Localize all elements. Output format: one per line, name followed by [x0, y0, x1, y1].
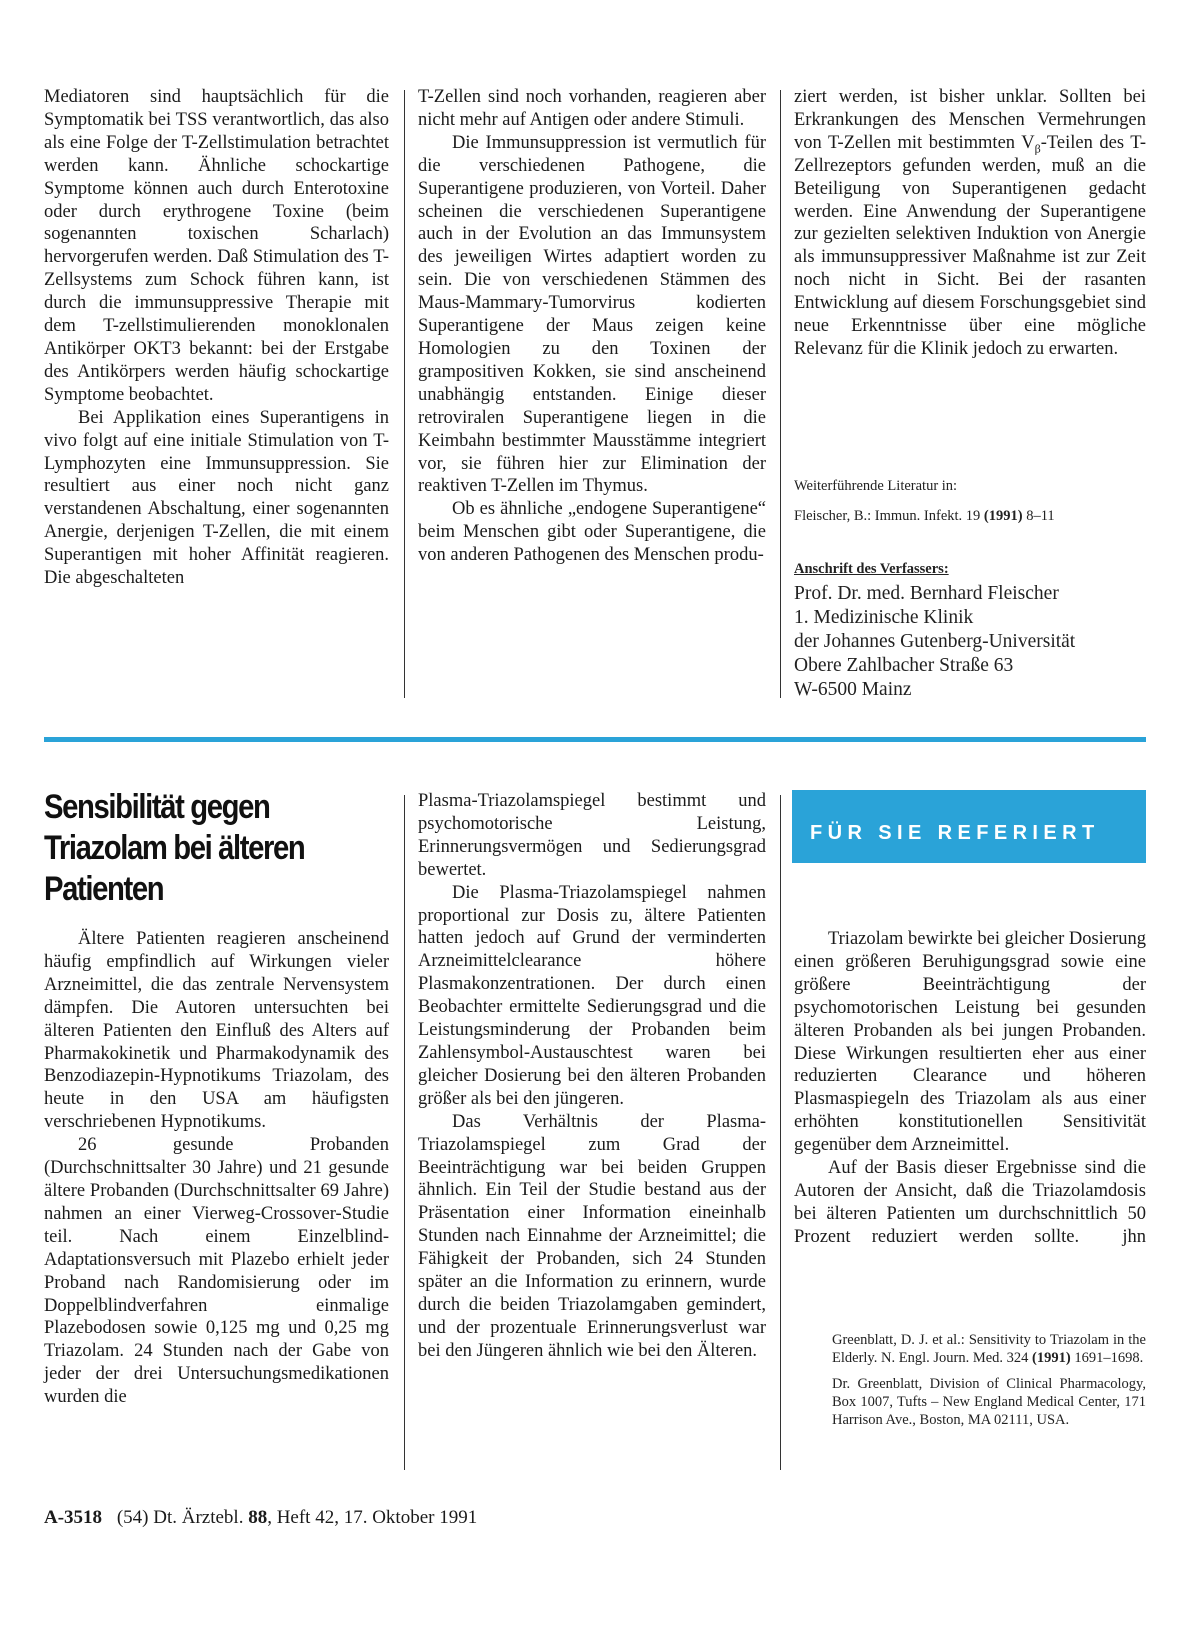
volume-number: 88 — [248, 1507, 268, 1528]
headline-line: Triazolam bei älteren — [44, 829, 305, 867]
page-footer — [44, 1507, 477, 1529]
paragraph: Die Plasma-Triazolamspiegel nahmen proportional zur Dosis zu, ältere Patienten hatten jedoch auf Grund der verminderten Arzneimittelclearance höhere Plasmakonzentrationen. Der durch einen Beobachter ermittelte Sedierungsgrad und die Leistungsminderung der Probanden beim Zahlensymbol-Austauschtest waren bei gleicher Dosierung bei den älteren Probanden größer als bei den jüngeren. — [418, 882, 766, 1109]
address-line: 1. Medizinische Klinik — [794, 607, 974, 628]
section-badge — [792, 790, 1146, 863]
paragraph: T-Zellen sind noch vorhanden, reagieren aber nicht mehr auf Antigen oder andere Stimuli. — [418, 87, 766, 130]
address-block — [794, 561, 1146, 702]
paragraph — [794, 1157, 1146, 1249]
text-run: Greenblatt, D. J. et al.: Sensitivity to Triazolam in the Elderly. N. Engl. Journ. Med. 324 — [832, 1332, 1146, 1366]
subscript: β — [1034, 141, 1041, 156]
literature-reference — [794, 507, 1146, 525]
year: (1991) — [983, 508, 1023, 524]
top-column-3 — [794, 86, 1146, 361]
article-column-2 — [418, 790, 766, 1363]
section-divider — [44, 737, 1146, 742]
article-references — [832, 1331, 1146, 1429]
paragraph: Plasma-Triazolamspiegel bestimmt und psychomotorische Leistung, Erinnerungsvermögen und Sedierungsgrad bewertet. — [418, 791, 766, 880]
text-run: Fleischer, B.: Immun. Infekt. 19 — [794, 508, 984, 524]
headline-line: Sensibilität gegen — [44, 788, 270, 826]
column-divider — [780, 90, 781, 698]
address-heading: Anschrift des Verfassers: — [794, 561, 949, 577]
author-signature: jhn — [1122, 1226, 1147, 1247]
page-code: A-3518 — [44, 1507, 103, 1528]
address-lines — [794, 582, 1146, 702]
column-divider — [404, 90, 405, 698]
text-run: Auf der Basis dieser Ergebnisse sind die Autoren der Ansicht, daß die Triazolamdosis bei älteren Patienten um durchschnittlich 50 Prozent reduziert werden sollte. — [794, 1158, 1146, 1247]
footer-text: , Heft 42, 17. Oktober 1991 — [267, 1507, 478, 1528]
address-line: Prof. Dr. med. Bernhard Fleischer — [794, 583, 1059, 604]
address-line: W-6500 Mainz — [794, 679, 912, 700]
paragraph: Das Verhältnis der Plasma-Triazolamspiegel zum Grad der Beeinträchtigung war bei beiden Gruppen ähnlich. Ein Teil der Studie bestand aus der Präsentation einer Information eineinhalb Stunden nach Einnahme der Arzneimittel; die Fähigkeit der Probanden, sich 24 Stunden später an die Information zu erinnern, wurde durch die beiden Triazolamgaben gemindert, und der prozentuale Erinnerungsverlust war bei den Jüngeren ähnlich wie bei den Älteren. — [418, 1111, 766, 1361]
badge-label: FÜR SIE REFERIERT — [810, 822, 1100, 844]
text-run: 8–11 — [1022, 508, 1055, 524]
article-column-3 — [794, 928, 1146, 1249]
paragraph — [794, 86, 1146, 361]
address-line: der Johannes Gutenberg-Universität — [794, 631, 1076, 652]
article-column-1 — [44, 928, 389, 1409]
footer-text: (54) Dt. Ärztebl. — [116, 1507, 249, 1528]
headline-line: Patienten — [44, 870, 164, 908]
literature-heading: Weiterführende Literatur in: — [794, 478, 958, 494]
reference — [832, 1331, 1146, 1367]
paragraph: Ältere Patienten reagieren anscheinend häufig empfindlich auf Wirkungen vieler Arzneimittel, die das zentrale Nervensystem dämpfen. Die Autoren untersuchten bei älteren Patienten den Einfluß des Alters auf Pharmakokinetik und Pharmakodynamik des Benzodiazepin-Hypnotikums Triazolam, des heute in den USA am häufigsten verschriebenen Hypnotikums. — [44, 929, 389, 1133]
article-headline — [44, 787, 341, 910]
text-run: ziert werden, ist bisher unklar. Sollten bei Erkrankungen des Menschen Vermehrungen von T-Zellen mit bestimmten V — [794, 87, 1146, 153]
paragraph: Die Immunsuppression ist vermutlich für die verschiedenen Pathogene, die Superantigene produzieren, von Vorteil. Daher scheinen die verschiedenen Superantigene auch in der Evolution an das Immunsystem des jeweiligen Wirtes adaptiert worden zu sein. Die von verschiedenen Stämmen des Maus-Mammary-Tumorvirus kodierten Superantigene der Maus zeigen keine Homologien zu den Toxinen der grampositiven Kokken, sie sind anscheinend unabhängig entstanden. Einige dieser retroviralen Superantigene liegen in die Keimbahn bestimmter Mausstämme integriert vor, sie führen hier zur Elimination der reaktiven T-Zellen im Thymus. — [418, 132, 766, 497]
top-column-2 — [418, 86, 766, 567]
column-divider — [780, 795, 781, 1470]
paragraph: Mediatoren sind hauptsächlich für die Symptomatik bei TSS verantwortlich, das also als eine Folge der T-Zellstimulation betrachtet werden kann. Ähnliche schockartige Symptome können auch durch Enterotoxine oder durch erythrogene Toxine (beim sogenannten toxischen Scharlach) hervorgerufen werden. Daß Stimulation des T-Zellsystems zum Schock führen kann, ist durch die immunsuppressive Therapie mit dem T-zellstimulierenden monoklonalen Antikörper OKT3 bekannt: bei der Erstgabe des Antikörpers werden häufig schockartige Symptome beobachtet. — [44, 87, 389, 405]
reference: Dr. Greenblatt, Division of Clinical Pharmacology, Box 1007, Tufts – New England Medical Center, 171 Harrison Ave., Boston, MA 02111, USA. — [832, 1376, 1146, 1428]
text-run: 1691–1698. — [1070, 1350, 1144, 1366]
top-column-1 — [44, 86, 389, 590]
paragraph: 26 gesunde Probanden (Durchschnittsalter 30 Jahre) und 21 gesunde ältere Probanden (Durchschnittsalter 69 Jahre) nahmen an einer Vierweg-Crossover-Studie teil. Nach einem Einzelblind-Adaptationsversuch mit Plazebo erhielt jeder Proband nach Randomisierung oder im Doppelblindverfahren einmalige Plazebodosen sowie 0,125 mg und 0,25 mg Triazolam. 24 Stunden nach der Gabe von jeder der drei Untersuchungsmedikationen wurden die — [44, 1135, 389, 1408]
paragraph: Triazolam bewirkte bei gleicher Dosierung einen größeren Beruhigungsgrad sowie eine größere Beeinträchtigung der psychomotorischen Leistung bei gesunden älteren Probanden als bei jungen Probanden. Diese Wirkungen resultierten eher aus einer reduzierten Clearance und höheren Plasmaspiegeln des Triazolam als aus einer erhöhten konstitutionellen Sensitivität gegenüber dem Arzneimittel. — [794, 929, 1146, 1156]
paragraph: Bei Applikation eines Superantigens in vivo folgt auf eine initiale Stimulation von T-Lymphozyten eine Immunsuppression. Sie resultiert aus einer noch nicht ganz verstandenen Abschaltung, einer sogenannten Anergie, derjenigen T-Zellen, die mit einem Superantigen mit hoher Affinität reagieren. Die abgeschalteten — [44, 407, 389, 589]
literature-block — [794, 477, 1146, 525]
address-line: Obere Zahlbacher Straße 63 — [794, 655, 1014, 676]
year: (1991) — [1032, 1350, 1071, 1366]
paragraph: Ob es ähnliche „endogene Superantigene“ beim Menschen gibt oder Superantigene, die von anderen Pathogenen des Menschen produ- — [418, 499, 766, 566]
text-run: -Teilen des T-Zellrezeptors gefunden werden, muß an die Beteiligung von Superantigenen gedacht werden. Eine Anwendung der Superantigene zur gezielten selektiven Induktion von Anergie als immunsuppressiver Maßnahme ist zur Zeit noch nicht in Sicht. Bei der rasanten Entwicklung auf diesem Forschungsgebiet sind neue Erkenntnisse über eine mögliche Relevanz für die Klinik jedoch zu erwarten. — [794, 132, 1147, 359]
column-divider — [404, 795, 405, 1470]
